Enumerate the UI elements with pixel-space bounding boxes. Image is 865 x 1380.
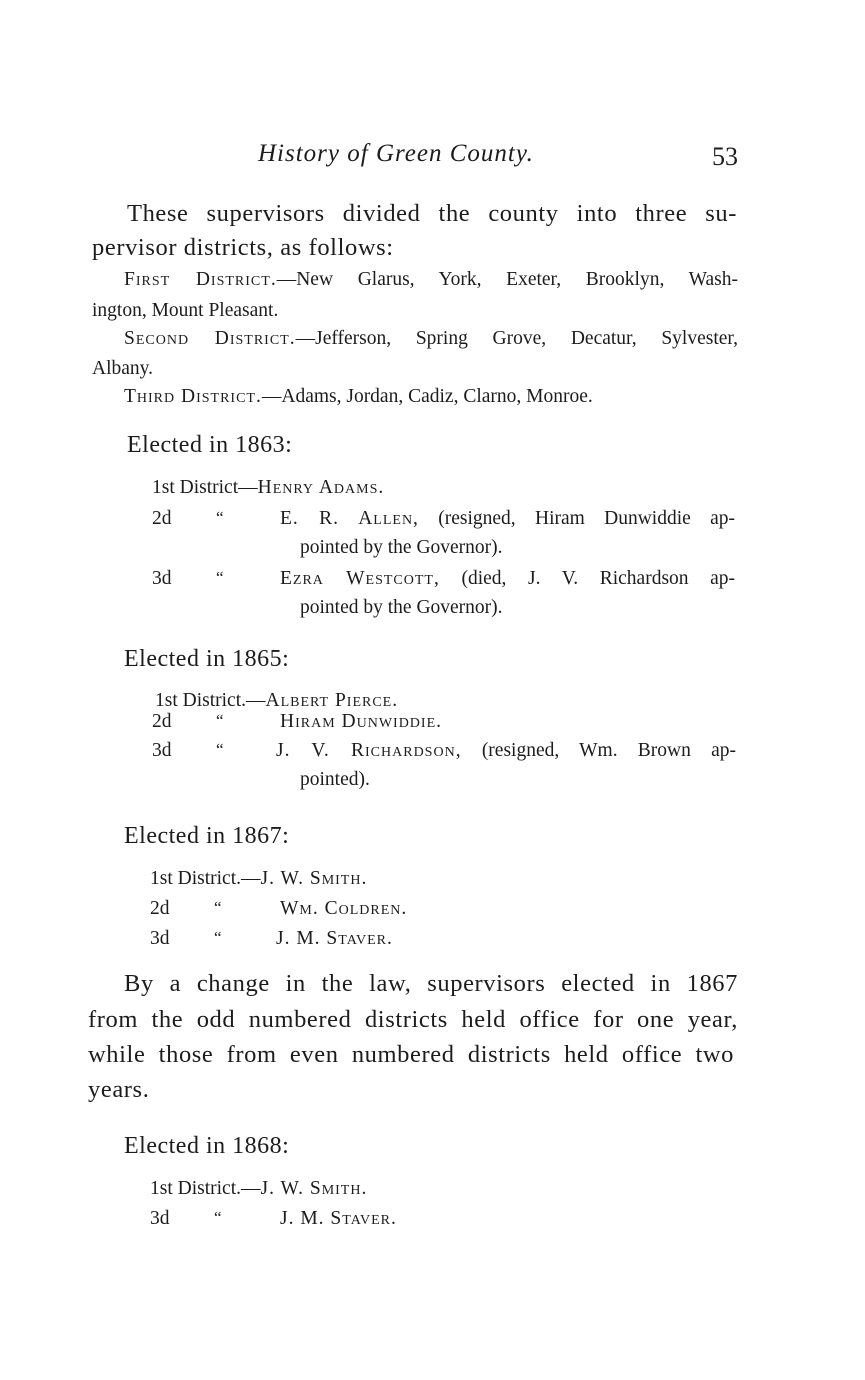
district-def-second: Second District.—Jefferson, Spring Grove, Decatur, Sylvester, (124, 328, 738, 349)
intro-line-1: These supervisors divided the county into three su- (127, 200, 737, 227)
election-row-district: 3d (152, 740, 172, 761)
election-heading-1868: Elected in 1868: (124, 1133, 290, 1159)
supervisor-name: J. M. Staver. (276, 928, 393, 949)
supervisor-name: J. V. Richardson, (276, 740, 462, 761)
election-row-district: 2d (152, 508, 172, 529)
election-heading-1867: Elected in 1867: (124, 823, 290, 849)
district-def-second-cont: Albany. (92, 358, 154, 379)
election-row-note-cont: pointed by the Governor). (300, 537, 503, 558)
supervisor-name: Hiram Dunwiddie. (280, 711, 443, 732)
election-heading-1865: Elected in 1865: (124, 646, 290, 672)
election-row-district: 3d (150, 928, 170, 949)
election-row-note-cont: pointed by the Governor). (300, 597, 503, 618)
election-row: 1st District.—J. W. Smith. (150, 868, 368, 889)
district-label: First District. (124, 269, 277, 290)
ditto-mark: “ (216, 711, 224, 730)
supervisor-name: Wm. Coldren. (280, 898, 408, 919)
election-row-note-cont: pointed). (300, 769, 370, 790)
election-row-district: 2d (150, 898, 170, 919)
intro-line-2: pervisor districts, as follows: (92, 234, 394, 261)
election-row: E. R. Allen, (resigned, Hiram Dunwiddie ap- (280, 508, 735, 529)
election-row: Ezra Westcott, (died, J. V. Richardson ap- (280, 568, 736, 589)
ditto-mark: “ (214, 898, 222, 917)
supervisor-name: Henry Adams. (257, 477, 385, 498)
law-change-line-4: years. (88, 1076, 150, 1103)
election-row: J. V. Richardson, (resigned, Wm. Brown ap- (276, 740, 736, 761)
election-row-district: 3d (150, 1208, 170, 1229)
district-def-first-cont: ington, Mount Pleasant. (92, 300, 279, 321)
supervisor-name: E. R. Allen, (280, 508, 419, 529)
election-row: 1st District.—Albert Pierce. (155, 690, 399, 711)
supervisor-name: J. W. Smith. (260, 1178, 368, 1199)
ditto-mark: “ (216, 740, 224, 759)
election-row: 1st District.—J. W. Smith. (150, 1178, 368, 1199)
ditto-mark: “ (214, 1208, 222, 1227)
supervisor-name: J. M. Staver. (280, 1208, 397, 1229)
page-number: 53 (712, 142, 738, 171)
supervisor-name: J. W. Smith. (260, 868, 368, 889)
district-label: Third District. (124, 386, 262, 407)
election-row-district: 3d (152, 568, 172, 589)
ditto-mark: “ (216, 508, 224, 527)
page-header-title: History of Green County. (258, 140, 534, 167)
election-row: 1st District—Henry Adams. (152, 477, 385, 498)
district-def-first: First District.—New Glarus, York, Exeter, Brooklyn, Wash- (124, 269, 738, 290)
ditto-mark: “ (214, 928, 222, 947)
district-def-third: Third District.—Adams, Jordan, Cadiz, Clarno, Monroe. (124, 386, 593, 407)
law-change-line-2: from the odd numbered districts held office for one year, (88, 1006, 738, 1033)
district-label: Second District. (124, 328, 296, 349)
law-change-line-3: while those from even numbered districts held office two (88, 1041, 734, 1068)
election-heading-1863: Elected in 1863: (127, 432, 293, 458)
supervisor-name: Albert Pierce. (265, 690, 399, 711)
law-change-line-1: By a change in the law, supervisors elected in 1867 (124, 970, 738, 997)
supervisor-name: Ezra Westcott, (280, 568, 440, 589)
election-row-district: 2d (152, 711, 172, 732)
ditto-mark: “ (216, 568, 224, 587)
